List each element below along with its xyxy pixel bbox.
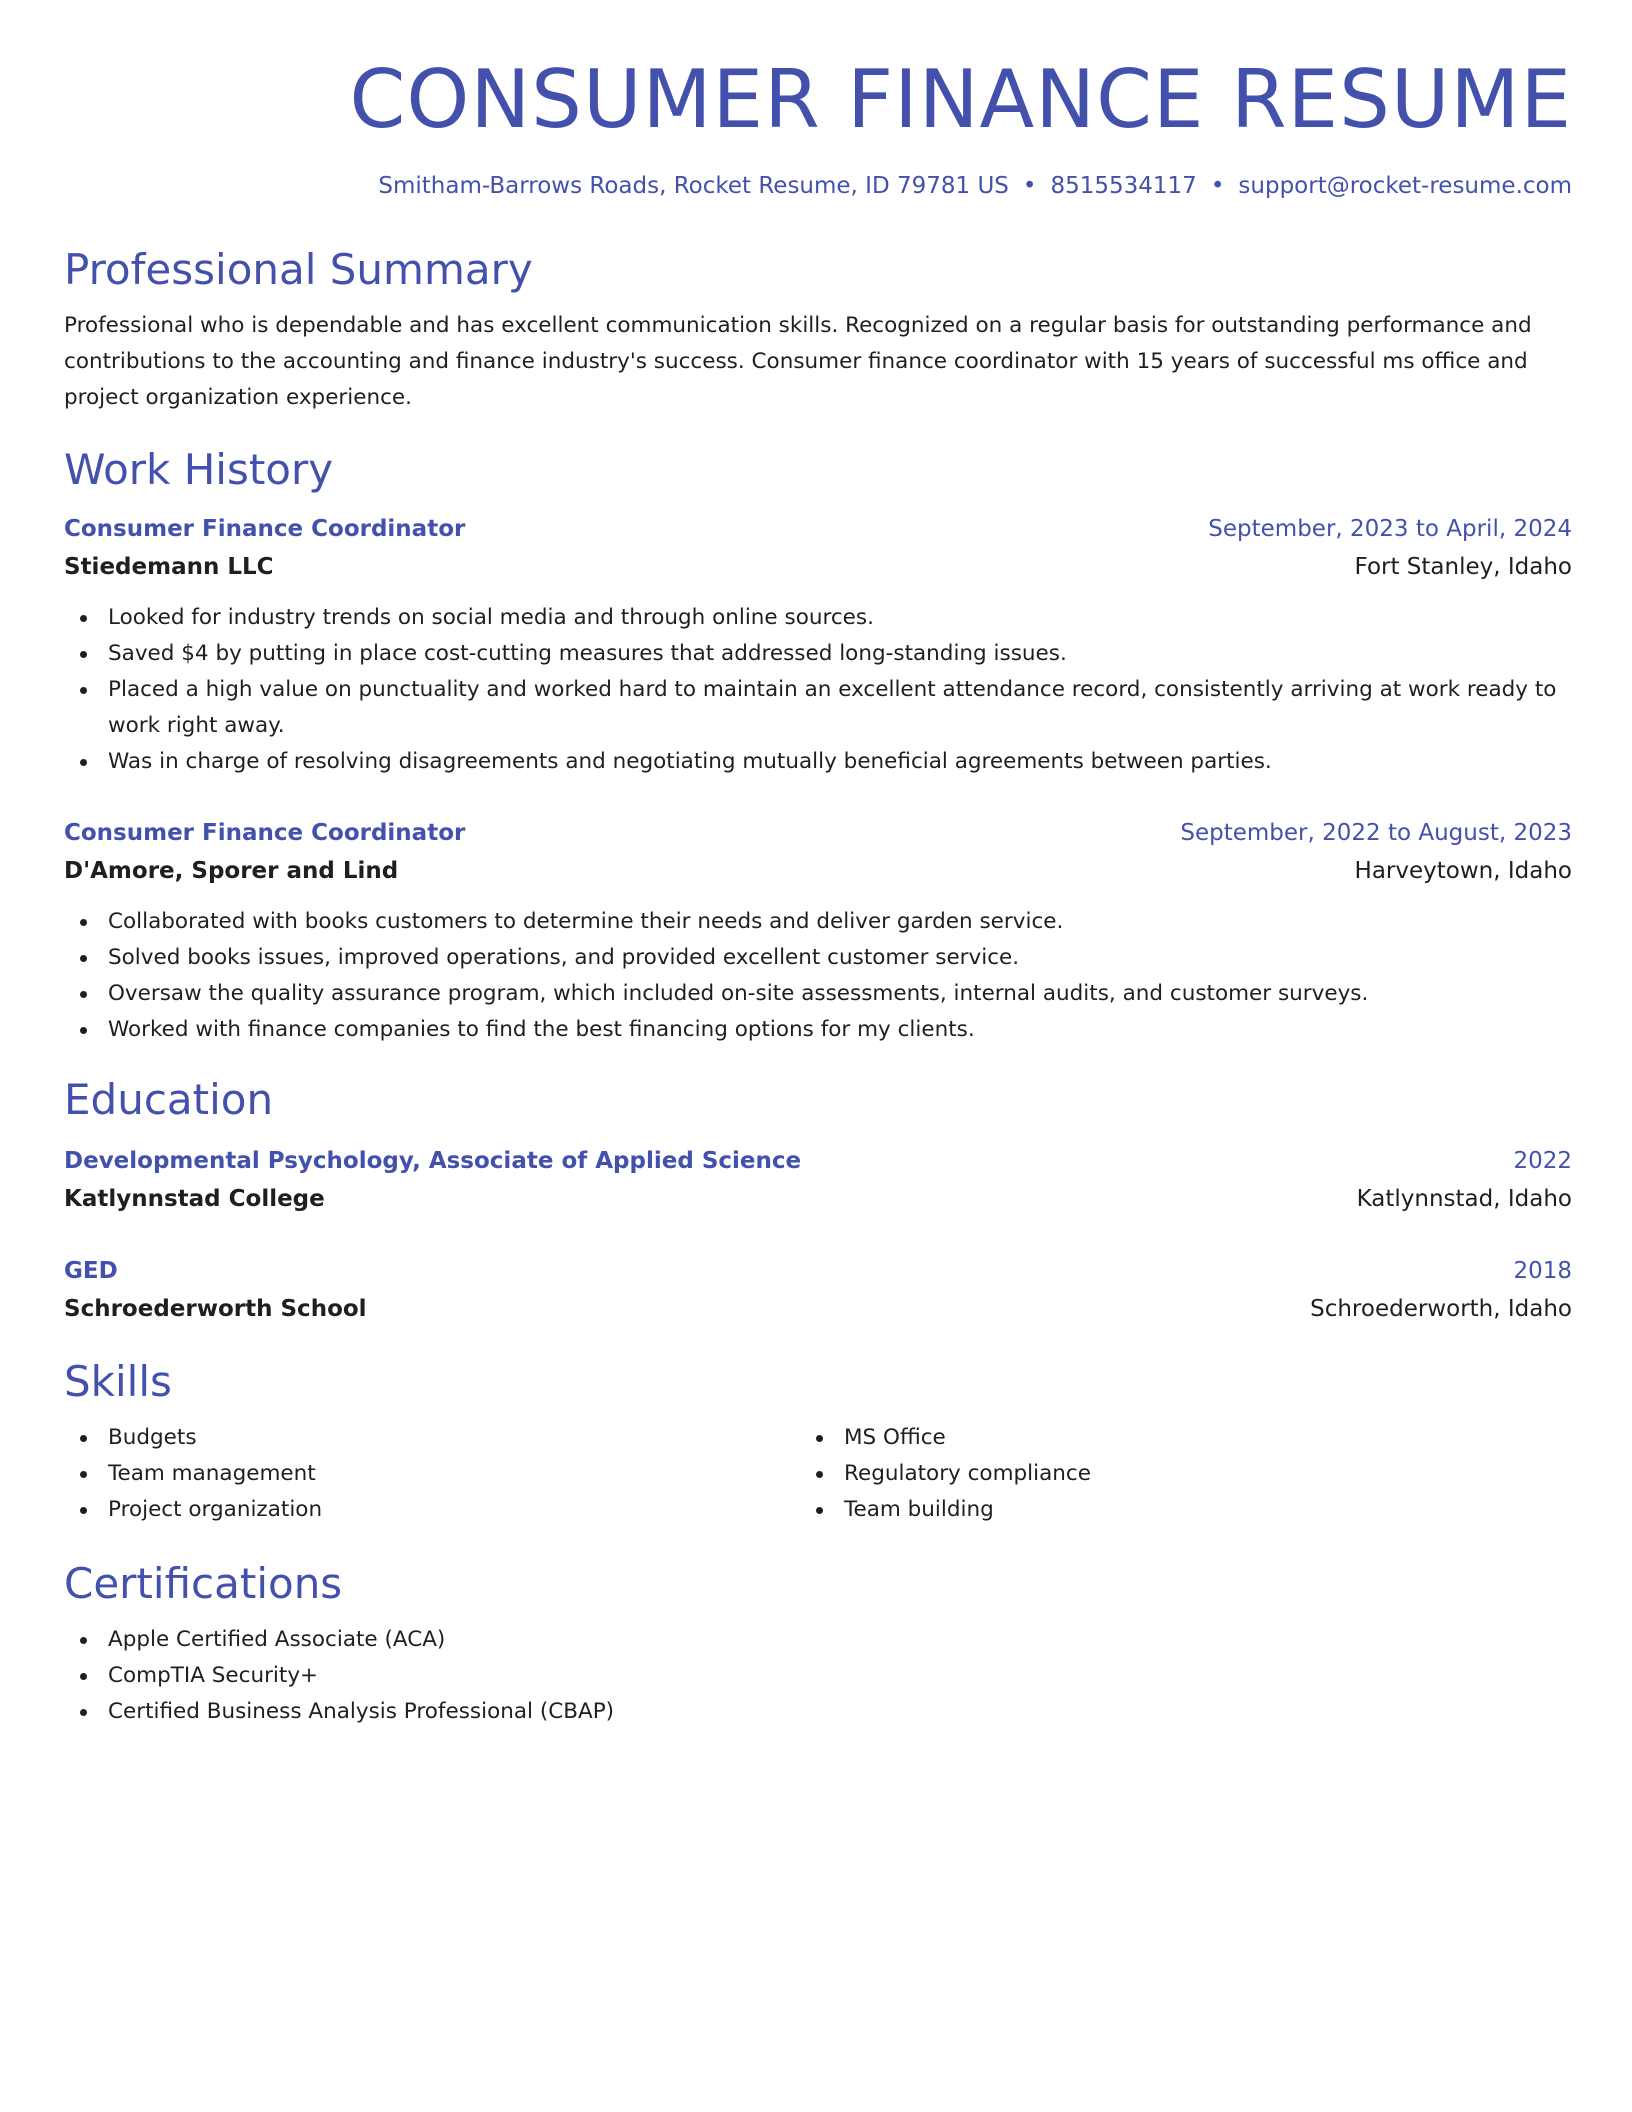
list-item: Team building	[800, 1492, 1536, 1528]
job-bullets	[64, 904, 1572, 1048]
section-title-work-history: Work History	[64, 445, 334, 494]
list-item: Saved $4 by putting in place cost-cutting measures that addressed long-standing issues.	[64, 636, 1572, 672]
list-item: Worked with finance companies to find the best financing options for my clients.	[64, 1012, 1572, 1048]
list-item: MS Office	[800, 1420, 1536, 1456]
edu-school: Schroederworth School	[64, 1296, 367, 1322]
education-entry	[64, 1252, 1572, 1328]
job-bullets	[64, 600, 1572, 780]
job-dates: September, 2022 to August, 2023	[1180, 820, 1572, 846]
list-item: Certified Business Analysis Professional (CBAP)	[64, 1694, 1572, 1730]
work-entry	[64, 510, 1572, 780]
contact-email[interactable]: support@rocket-resume.com	[1238, 173, 1572, 199]
contact-separator: •	[1210, 173, 1225, 199]
list-item: Apple Certified Associate (ACA)	[64, 1622, 1572, 1658]
job-location: Fort Stanley, Idaho	[1354, 554, 1572, 580]
section-title-certifications: Certifications	[64, 1559, 343, 1608]
resume-title: CONSUMER FINANCE RESUME	[349, 53, 1572, 146]
edu-degree: GED	[64, 1258, 118, 1284]
edu-location: Katlynnstad, Idaho	[1356, 1186, 1572, 1212]
list-item: Collaborated with books customers to determine their needs and deliver garden service.	[64, 904, 1572, 940]
list-item: Was in charge of resolving disagreements and negotiating mutually beneficial agreements between parties.	[64, 744, 1572, 780]
list-item: Regulatory compliance	[800, 1456, 1536, 1492]
contact-address: Smitham-Barrows Roads, Rocket Resume, ID 79781 US	[378, 173, 1009, 199]
job-company: D'Amore, Sporer and Lind	[64, 858, 399, 884]
job-dates: September, 2023 to April, 2024	[1208, 516, 1572, 542]
job-location: Harveytown, Idaho	[1354, 858, 1572, 884]
skills-grid	[64, 1420, 1572, 1528]
edu-year: 2018	[1513, 1258, 1572, 1284]
section-title-summary: Professional Summary	[64, 245, 533, 294]
list-item: Team management	[64, 1456, 800, 1492]
job-role: Consumer Finance Coordinator	[64, 516, 466, 542]
edu-location: Schroederworth, Idaho	[1310, 1296, 1572, 1322]
job-role: Consumer Finance Coordinator	[64, 820, 466, 846]
summary-text: Professional who is dependable and has excellent communication skills. Recognized on a regular basis for outstanding performance and contributions to the accounting and finance industry's success. Consumer finance coordinator with 15 years of successful ms office and project organization experience.	[64, 313, 1532, 410]
list-item: Placed a high value on punctuality and worked hard to maintain an excellent attendance record, consistently arriving at work ready to work right away.	[64, 672, 1572, 744]
section-title-skills: Skills	[64, 1357, 172, 1406]
list-item: Looked for industry trends on social media and through online sources.	[64, 600, 1572, 636]
list-item: Budgets	[64, 1420, 800, 1456]
resume-page	[64, 0, 1572, 1730]
job-company: Stiedemann LLC	[64, 554, 274, 580]
edu-school: Katlynnstad College	[64, 1186, 325, 1212]
contact-line	[64, 170, 1572, 202]
section-title-education: Education	[64, 1075, 274, 1124]
contact-separator: •	[1022, 173, 1037, 199]
edu-degree: Developmental Psychology, Associate of Applied Science	[64, 1148, 802, 1174]
skills-list-right	[800, 1420, 1536, 1528]
resume-header	[64, 0, 1572, 202]
list-item: Solved books issues, improved operations, and provided excellent customer service.	[64, 940, 1572, 976]
list-item: Oversaw the quality assurance program, which included on-site assessments, internal audits, and customer surveys.	[64, 976, 1572, 1012]
list-item: CompTIA Security+	[64, 1658, 1572, 1694]
certifications-list	[64, 1622, 1572, 1730]
skills-list-left	[64, 1420, 800, 1528]
work-entry	[64, 814, 1572, 1048]
list-item: Project organization	[64, 1492, 800, 1528]
edu-year: 2022	[1513, 1148, 1572, 1174]
contact-phone: 8515534117	[1050, 173, 1197, 199]
education-entry	[64, 1142, 1572, 1218]
